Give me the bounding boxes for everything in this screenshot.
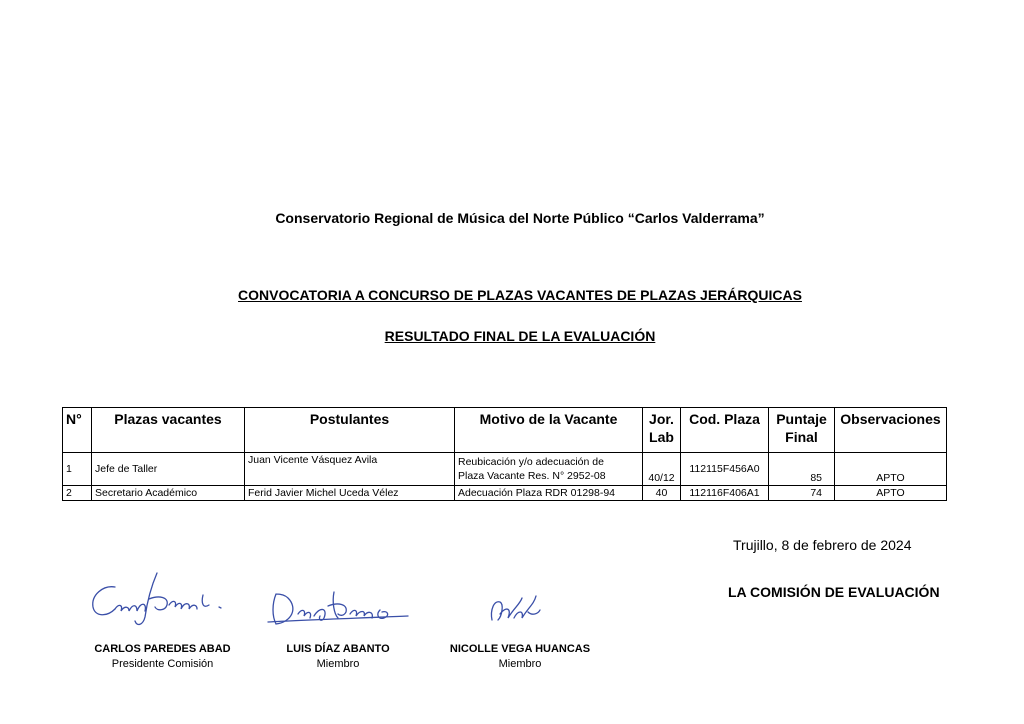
header-obs: Observaciones [835, 408, 947, 453]
commission-label: LA COMISIÓN DE EVALUACIÓN [728, 584, 940, 600]
cell-obs: APTO [835, 486, 947, 501]
signature-role-1: Presidente Comisión [111, 658, 214, 670]
header-postulante: Postulantes [245, 408, 455, 453]
signature-luis-diaz [262, 588, 412, 633]
cell-num: 2 [63, 486, 92, 501]
header-jor [643, 408, 681, 453]
table-header-row [63, 408, 947, 453]
header-jor-line2: Lab [649, 429, 674, 445]
cell-jor: 40/12 [643, 453, 681, 486]
cell-obs: APTO [835, 453, 947, 486]
cell-postulante: Ferid Javier Michel Uceda Vélez [245, 486, 455, 501]
document-subtitle: RESULTADO FINAL DE LA EVALUACIÓN [384, 328, 656, 344]
cell-puntaje: 74 [769, 486, 835, 501]
cell-motivo-line2: Plaza Vacante Res. N° 2952-08 [458, 470, 606, 482]
header-num: N° [63, 408, 92, 453]
header-plaza: Plazas vacantes [92, 408, 245, 453]
signature-name-1: CARLOS PAREDES ABAD [94, 643, 231, 655]
header-puntaje-line2: Final [785, 429, 818, 445]
cell-num: 1 [63, 453, 92, 486]
cell-jor: 40 [643, 486, 681, 501]
institution-name: Conservatorio Regional de Música del Norte Público “Carlos Valderrama” [275, 210, 765, 226]
signature-role-2: Miembro [316, 658, 360, 670]
signature-carlos-paredes [85, 565, 235, 630]
signature-name-2: LUIS DÍAZ ABANTO [286, 643, 390, 655]
cell-motivo: Adecuación Plaza RDR 01298-94 [455, 486, 643, 501]
signature-nicolle-vega [484, 590, 544, 630]
cell-cod: 112116F406A1 [681, 486, 769, 501]
header-motivo: Motivo de la Vacante [455, 408, 643, 453]
cell-motivo [455, 453, 643, 486]
signature-name-3: NICOLLE VEGA HUANCAS [449, 643, 591, 655]
header-jor-line1: Jor. [649, 411, 674, 427]
cell-postulante: Juan Vicente Vásquez Avila [245, 453, 455, 486]
header-cod: Cod. Plaza [681, 408, 769, 453]
signature-role-3: Miembro [498, 658, 542, 670]
results-table [62, 407, 947, 501]
cell-plaza: Jefe de Taller [92, 453, 245, 486]
table-row [63, 453, 947, 486]
header-puntaje [769, 408, 835, 453]
cell-plaza: Secretario Académico [92, 486, 245, 501]
cell-motivo-line1: Reubicación y/o adecuación de [458, 456, 604, 468]
cell-puntaje: 85 [769, 453, 835, 486]
table-row [63, 486, 947, 501]
cell-cod: 112115F456A0 [681, 453, 769, 486]
document-title: CONVOCATORIA A CONCURSO DE PLAZAS VACANTES DE PLAZAS JERÁRQUICAS [238, 287, 802, 303]
document-date: Trujillo, 8 de febrero de 2024 [733, 537, 912, 553]
header-puntaje-line1: Puntaje [776, 411, 827, 427]
